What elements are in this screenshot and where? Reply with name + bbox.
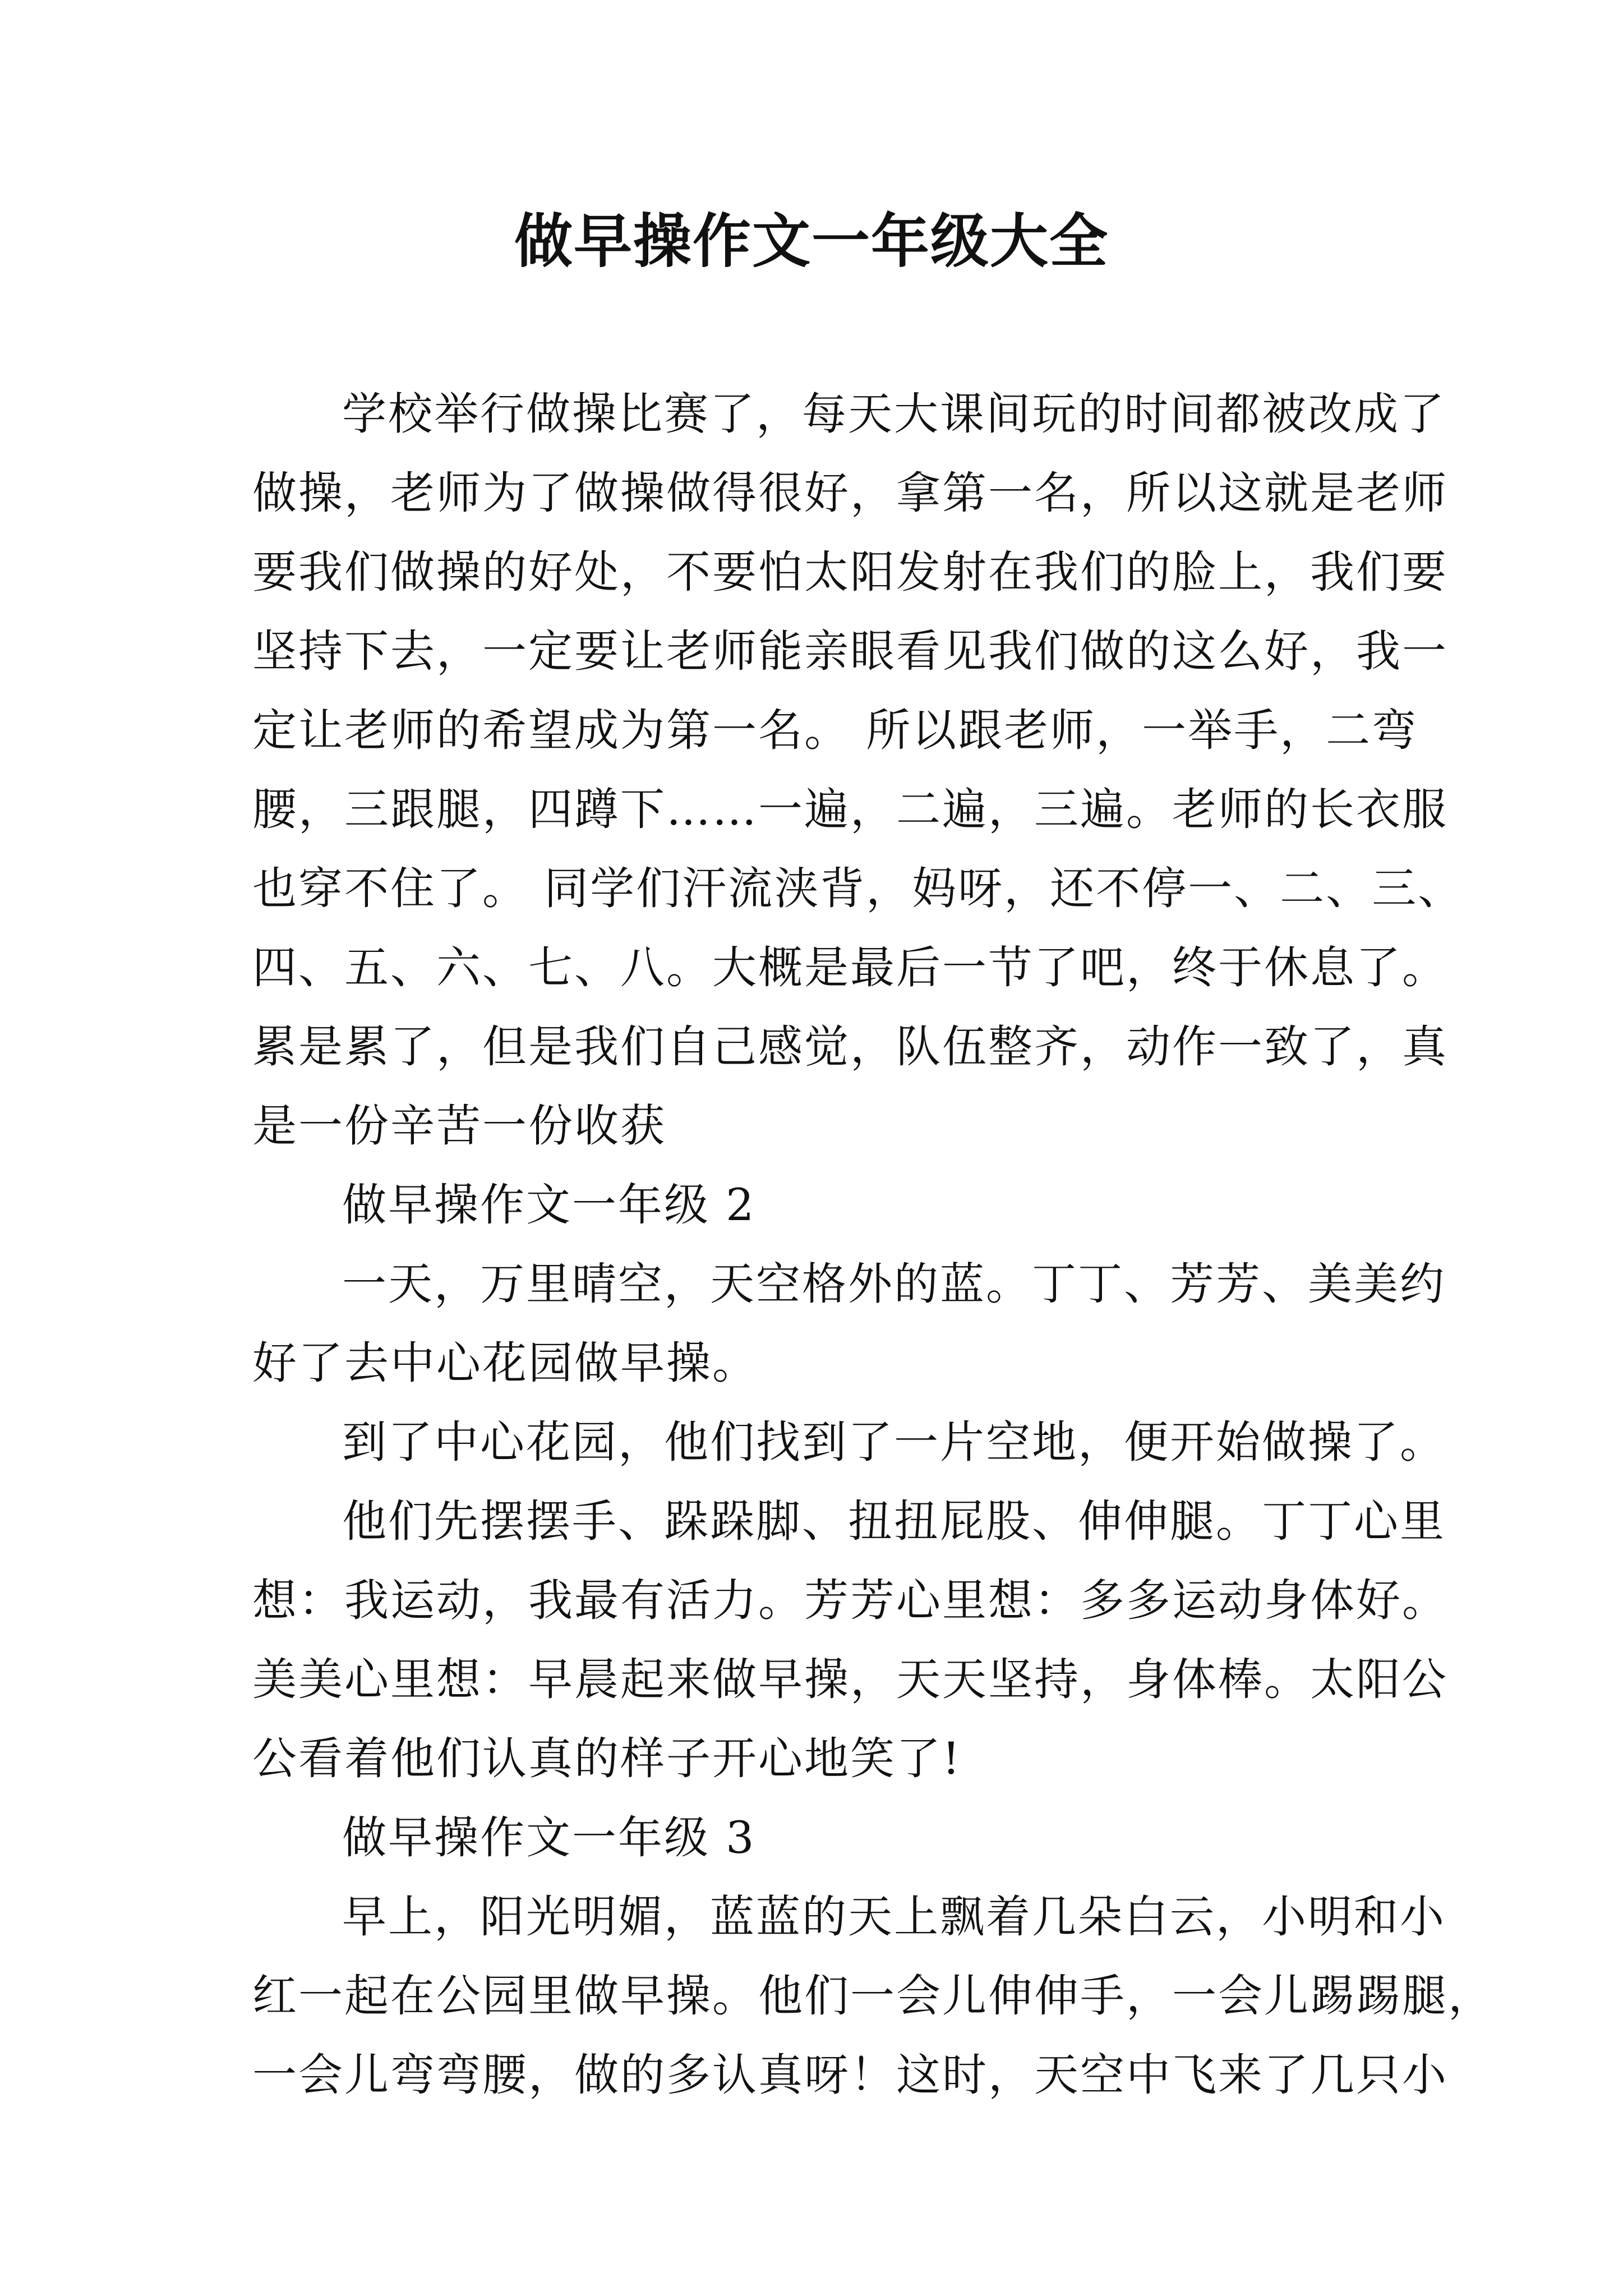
text-line: 一天，万里晴空，天空格外的蓝。丁丁、芳芳、美美约 [342, 1258, 1446, 1310]
text-line: 定让老师的希望成为第一名。 所以跟老师，一举手，二弯 [252, 705, 1418, 756]
text-line: 坚持下去，一定要让老师能亲眼看见我们做的这么好，我一 [252, 625, 1448, 677]
document-title: 做早操作文一年级大全 [514, 206, 1109, 275]
document-body [252, 375, 1494, 2115]
text-line: 累是累了，但是我们自己感觉，队伍整齐，动作一致了，真 [252, 1021, 1448, 1073]
text-line: 四、五、六、七、八。大概是最后一节了吧，终于休息了。 [252, 942, 1448, 993]
text-line: 学校举行做操比赛了，每天大课间玩的时间都被改成了 [342, 388, 1446, 440]
text-line: 公看着他们认真的样子开心地笑了! [252, 1733, 962, 1784]
text-line: 好了去中心花园做早操。 [252, 1337, 758, 1389]
text-line: 做早操作文一年级 3 [342, 1812, 756, 1864]
text-line: 美美心里想：早晨起来做早操，天天坚持，身体棒。太阳公 [252, 1654, 1448, 1705]
text-line: 早上，阳光明媚，蓝蓝的天上飘着几朵白云，小明和小 [342, 1891, 1446, 1943]
text-line: 做操，老师为了做操做得很好，拿第一名，所以这就是老师 [252, 467, 1448, 519]
text-line: 到了中心花园，他们找到了一片空地，便开始做操了。 [342, 1416, 1446, 1468]
text-line: 要我们做操的好处，不要怕太阳发射在我们的脸上，我们要 [252, 546, 1448, 598]
text-line: 一会儿弯弯腰，做的多认真呀！这时，天空中飞来了几只小 [252, 2049, 1448, 2101]
text-line: 红一起在公园里做早操。他们一会儿伸伸手，一会儿踢踢腿， [252, 1970, 1494, 2022]
text-line: 是一份辛苦一份收获 [252, 1100, 666, 1152]
text-line: 腰，三跟腿，四蹲下……一遍，二遍，三遍。老师的长衣服 [252, 784, 1448, 835]
text-line: 他们先摆摆手、跺跺脚、扭扭屁股、伸伸腿。丁丁心里 [342, 1496, 1446, 1547]
text-line: 想：我运动，我最有活力。芳芳心里想：多多运动身体好。 [252, 1575, 1448, 1626]
text-line: 也穿不住了。 同学们汗流浃背，妈呀，还不停一、二、三、 [252, 863, 1464, 914]
text-line: 做早操作文一年级 2 [342, 1179, 756, 1231]
